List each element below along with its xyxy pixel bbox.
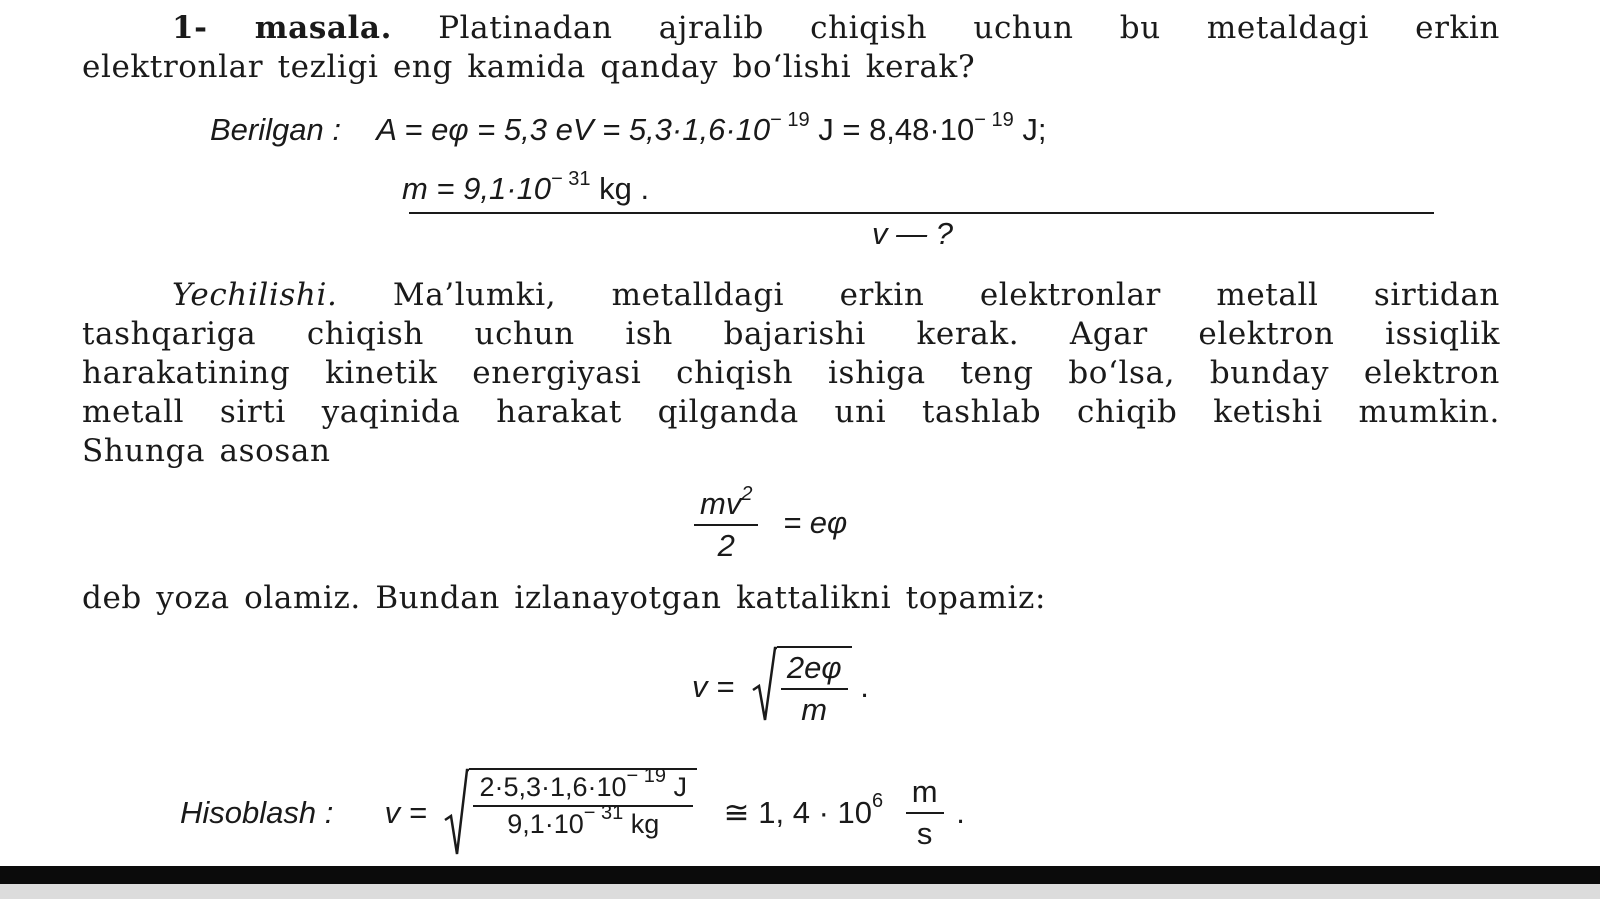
solution-label: Yechilishi. xyxy=(172,277,338,313)
problem-line-1: Platinadan ajralib chiqish uchun bu metaldagi erkin xyxy=(438,10,1500,46)
eq2-denominator: m xyxy=(801,692,828,727)
calc-denominator: 9,1·10 xyxy=(507,809,584,839)
eq2-fraction xyxy=(781,650,848,728)
sqrt-symbol xyxy=(751,646,852,728)
problem-statement xyxy=(82,9,1500,87)
calc-den-unit: kg xyxy=(623,809,660,839)
eq2-period: . xyxy=(860,669,869,704)
calc-result-exp: 6 xyxy=(872,790,884,813)
calc-num-unit: J xyxy=(666,772,688,802)
velocity-formula xyxy=(692,646,869,728)
solution-line-1: Ma’lumki, metalldagi erkin elektronlar metall sirtidan xyxy=(392,277,1500,313)
find-quantity: v — ? xyxy=(872,216,953,251)
given-block xyxy=(210,109,1047,148)
bottom-bar xyxy=(0,866,1600,884)
mass-line xyxy=(402,168,650,207)
unit-numerator: m xyxy=(906,774,944,814)
calc-label: Hisoblash : xyxy=(180,795,334,830)
result-unit xyxy=(906,774,944,852)
calc-fraction xyxy=(473,765,693,858)
calc-approx: ≅ 1, 4 · 10 xyxy=(723,795,872,830)
solution-line-3: harakatining kinetik energiyasi chiqish ishiga teng bo‘lsa, bunday elektron xyxy=(82,355,1500,391)
given-label: Berilgan : xyxy=(210,112,341,147)
calc-period: . xyxy=(956,795,965,830)
calc-numerator: 2·5,3·1,6·10 xyxy=(479,772,627,802)
mass-prefix: m = 9,1·10 xyxy=(402,171,552,206)
eq1-exponent: 2 xyxy=(741,483,753,505)
solution-line-4: metall sirti yaqinida harakat qilganda uni tashlab chiqib ketishi mumkin. xyxy=(82,394,1500,430)
eq1-rhs: = eφ xyxy=(783,505,848,541)
exponent-2: − 19 xyxy=(974,109,1014,131)
unit-denominator: s xyxy=(916,816,933,851)
unit-end: J; xyxy=(1013,112,1047,147)
mass-exponent: − 31 xyxy=(551,168,591,190)
solution-line-5: Shunga asosan xyxy=(82,433,331,469)
work-function-expr: A = eφ = 5,3 eV = 5,3·1,6·10 xyxy=(376,112,771,147)
eq1-denominator: 2 xyxy=(717,528,735,563)
energy-equation xyxy=(690,483,848,564)
solution-paragraph xyxy=(82,276,1500,471)
unit-mid: J = 8,48·10 xyxy=(809,112,975,147)
bottom-strip xyxy=(0,884,1600,899)
calculation xyxy=(180,765,965,858)
kinetic-energy-fraction xyxy=(694,483,758,564)
calc-lhs: v = xyxy=(384,795,427,830)
problem-number: 1- masala. xyxy=(172,10,393,46)
given-divider xyxy=(409,212,1434,214)
eq2-lhs: v = xyxy=(692,669,735,704)
mass-unit: kg . xyxy=(590,171,650,206)
exponent-1: − 19 xyxy=(770,109,810,131)
eq1-numerator: mv xyxy=(700,486,742,521)
calc-den-exp: − 31 xyxy=(583,802,624,824)
calc-sqrt xyxy=(443,765,697,858)
eq2-numerator: 2eφ xyxy=(781,650,848,690)
solution-line-2: tashqariga chiqish uchun ish bajarishi kerak. Agar elektron issiqlik xyxy=(82,316,1500,352)
derivation-text: deb yoza olamiz. Bundan izlanayotgan kattalikni topamiz: xyxy=(82,580,1047,616)
problem-line-2: elektronlar tezligi eng kamida qanday bo‘lishi kerak? xyxy=(82,49,976,85)
calc-num-exp: − 19 xyxy=(626,765,667,787)
